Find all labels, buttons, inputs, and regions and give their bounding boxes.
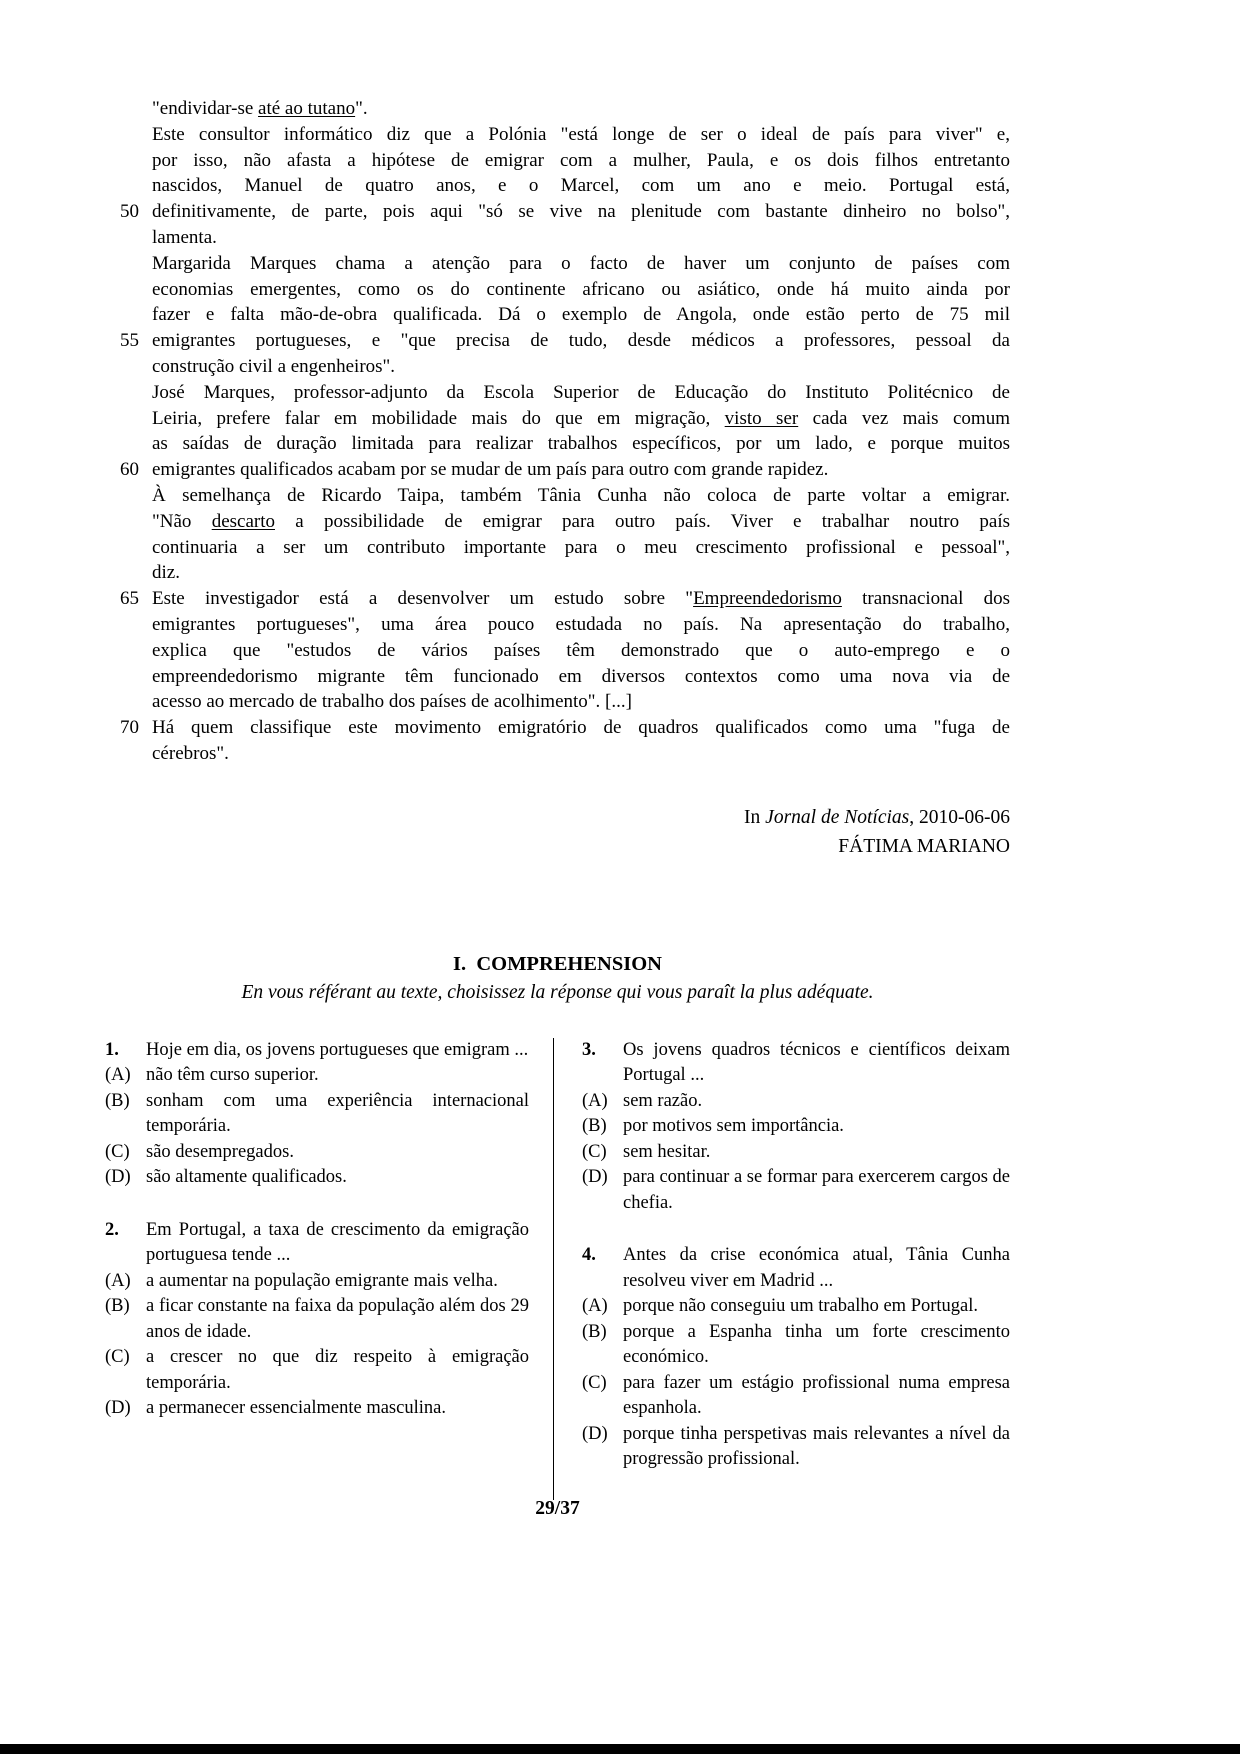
option-text: não têm curso superior. — [146, 1065, 319, 1086]
question — [105, 1218, 529, 1422]
question-stem-text: Os jovens quadros técnicos e científicos deixam Portugal ... — [623, 1039, 1010, 1086]
answer-option — [105, 1140, 529, 1166]
answer-option — [105, 1269, 529, 1295]
line-text — [152, 457, 1010, 483]
option-text: são desempregados. — [146, 1141, 294, 1162]
line-text — [152, 328, 1010, 354]
line-text — [152, 586, 1010, 612]
answer-option — [105, 1396, 529, 1422]
passage-line — [105, 638, 1010, 664]
text-segment: continuaria a ser um contributo importante para o meu crescimento profissional e pessoal", — [152, 536, 1010, 558]
line-text — [152, 664, 1010, 690]
attribution-author: FÁTIMA MARIANO — [838, 835, 1010, 857]
passage-line — [105, 612, 1010, 638]
passage-line — [105, 586, 1010, 612]
questions-area — [105, 1038, 1010, 1500]
reading-passage — [105, 96, 1010, 767]
option-label: (A) — [582, 1090, 608, 1111]
passage-line — [105, 380, 1010, 406]
passage-line — [105, 560, 1010, 586]
underlined-text: visto ser — [724, 407, 799, 429]
passage-line — [105, 122, 1010, 148]
option-text: a crescer no que diz respeito à emigração temporária. — [146, 1347, 529, 1393]
attribution-source-line — [105, 803, 1010, 832]
line-text — [152, 612, 1010, 638]
line-text — [152, 302, 1010, 328]
passage-line — [105, 277, 1010, 303]
passage-line — [105, 225, 1010, 251]
option-text: a permanecer essencialmente masculina. — [146, 1398, 446, 1419]
question-stem-text: Antes da crise económica atual, Tânia Cunha resolveu viver em Madrid ... — [623, 1245, 1010, 1291]
option-label: (D) — [105, 1398, 131, 1419]
line-number: 65 — [120, 588, 139, 610]
text-segment: "Não — [152, 510, 212, 532]
line-text — [152, 225, 1010, 251]
passage-line — [105, 148, 1010, 174]
questions-right-column — [553, 1038, 1010, 1500]
option-label: (D) — [582, 1423, 608, 1444]
question — [105, 1038, 529, 1191]
question — [582, 1243, 1010, 1473]
option-label: (B) — [582, 1321, 607, 1342]
question-stem — [105, 1218, 529, 1269]
answer-option — [582, 1140, 1010, 1166]
option-label: (D) — [582, 1167, 608, 1188]
answer-option — [582, 1422, 1010, 1473]
line-text — [152, 509, 1010, 535]
section-title: I. COMPREHENSION — [452, 952, 662, 975]
question-number: 4. — [582, 1245, 596, 1266]
passage-line — [105, 302, 1010, 328]
option-label: (A) — [582, 1296, 608, 1317]
passage-line — [105, 483, 1010, 509]
answer-option — [582, 1294, 1010, 1320]
line-text — [152, 251, 1010, 277]
text-segment: À semelhança de Ricardo Taipa, também Tânia Cunha não coloca de parte voltar a emigrar. — [152, 484, 1010, 506]
answer-option — [582, 1114, 1010, 1140]
scan-artifact-bar — [0, 1744, 1240, 1754]
text-segment: economias emergentes, como os do continente africano ou asiático, onde há muito ainda por — [152, 278, 1010, 300]
option-text: porque tinha perspetivas mais relevantes a nível da progressão profissional. — [623, 1423, 1010, 1470]
section-instruction: En vous référant au texte, choisissez la réponse qui vous paraît la plus adéquate. — [241, 981, 874, 1003]
passage-line — [105, 431, 1010, 457]
text-segment: a possibilidade de emigrar para outro país. Viver e trabalhar noutro país — [275, 510, 1010, 532]
text-segment: Este consultor informático diz que a Polónia "está longe de ser o ideal de país para viver" e, — [152, 123, 1010, 145]
line-text — [152, 173, 1010, 199]
option-text: sem hesitar. — [623, 1141, 711, 1162]
line-text — [152, 535, 1010, 561]
attribution — [105, 803, 1010, 861]
line-text — [152, 560, 1010, 586]
question-number: 3. — [582, 1039, 596, 1060]
passage-line — [105, 457, 1010, 483]
passage-line — [105, 535, 1010, 561]
question-stem — [582, 1038, 1010, 1089]
line-text — [152, 354, 1010, 380]
line-text — [152, 406, 1010, 432]
question-stem-text: Em Portugal, a taxa de crescimento da emigração portuguesa tende ... — [146, 1219, 529, 1266]
answer-option — [105, 1063, 529, 1089]
line-text — [152, 148, 1010, 174]
underlined-text: descarto — [211, 510, 275, 532]
text-segment: Há quem classifique este movimento emigratório de quadros qualificados como uma "fuga de — [152, 717, 1010, 739]
text-segment: Margarida Marques chama a atenção para o facto de haver um conjunto de países com — [152, 252, 1010, 274]
passage-line — [105, 715, 1010, 741]
line-number: 50 — [120, 201, 139, 223]
line-text — [152, 638, 1010, 664]
option-text: porque não conseguiu um trabalho em Portugal. — [623, 1296, 979, 1317]
passage-line — [105, 199, 1010, 225]
text-segment: emigrantes portugueses, e "que precisa de tudo, desde médicos a professores, pessoal da — [152, 330, 1010, 352]
passage-line — [105, 328, 1010, 354]
text-segment: transnacional dos — [841, 588, 1011, 610]
option-label: (A) — [105, 1065, 131, 1086]
line-text — [152, 380, 1010, 406]
option-label: (C) — [105, 1347, 130, 1368]
line-text — [152, 483, 1010, 509]
text-segment: definitivamente, de parte, pois aqui "só se vive na plenitude com bastante dinheiro no bolso", — [152, 201, 1010, 223]
question — [582, 1038, 1010, 1217]
text-segment: cada vez mais comum — [798, 407, 1010, 429]
text-segment: emigrantes qualificados acabam por se mudar de um país para outro com grande rapidez. — [152, 459, 829, 481]
option-label: (B) — [582, 1116, 607, 1137]
text-segment: empreendedorismo migrante têm funcionado em diversos contextos como uma nova via de — [152, 665, 1010, 687]
text-segment: nascidos, Manuel de quatro anos, e o Marcel, com um ano e meio. Portugal está, — [152, 175, 1010, 197]
passage-line — [105, 96, 1010, 122]
underlined-text: Empreendedorismo — [693, 588, 842, 610]
text-segment: Leiria, prefere falar em mobilidade mais do que em migração, — [152, 407, 725, 429]
line-text — [152, 431, 1010, 457]
answer-option — [105, 1345, 529, 1396]
text-segment: explica que "estudos de vários países têm demonstrado que o auto-emprego e o — [152, 639, 1010, 661]
text-segment: fazer e falta mão-de-obra qualificada. Dá o exemplo de Angola, onde estão perto de 75 mil — [152, 304, 1010, 326]
passage-line — [105, 406, 1010, 432]
option-label: (D) — [105, 1167, 131, 1188]
line-text — [152, 277, 1010, 303]
line-text — [152, 199, 1010, 225]
attribution-source: Jornal de Notícias — [765, 806, 910, 828]
line-text — [152, 741, 1010, 767]
option-text: sem razão. — [623, 1090, 703, 1111]
text-segment: as saídas de duração limitada para realizar trabalhos específicos, por um lado, e porque muitos — [152, 433, 1010, 455]
page-number: 29/37 — [535, 1498, 580, 1519]
question-number: 1. — [105, 1039, 119, 1060]
text-segment: por isso, não afasta a hipótese de emigrar com a mulher, Paula, e os dois filhos entretanto — [152, 149, 1010, 171]
option-label: (C) — [582, 1372, 607, 1393]
text-segment: emigrantes portugueses", uma área pouco estudada no país. Na apresentação do trabalho, — [152, 613, 1010, 635]
answer-option — [105, 1165, 529, 1191]
option-text: porque a Espanha tinha um forte crescimento económico. — [623, 1321, 1010, 1368]
passage-line — [105, 354, 1010, 380]
text-segment: diz. — [152, 562, 180, 584]
line-text — [152, 96, 1010, 122]
text-segment: construção civil a engenheiros". — [152, 355, 396, 377]
text-segment: lamenta. — [152, 226, 217, 248]
passage-line — [105, 741, 1010, 767]
underlined-text: até ao tutano — [258, 98, 356, 119]
question-number: 2. — [105, 1219, 119, 1240]
option-label: (C) — [105, 1141, 130, 1162]
answer-option — [582, 1089, 1010, 1115]
passage-line — [105, 509, 1010, 535]
attribution-prefix: In — [744, 806, 766, 828]
question-stem — [105, 1038, 529, 1064]
option-label: (A) — [105, 1270, 131, 1291]
passage-line — [105, 251, 1010, 277]
text-segment: ". — [355, 98, 368, 119]
option-text: sonham com uma experiência internacional temporária. — [146, 1090, 529, 1137]
option-label: (B) — [105, 1296, 130, 1317]
option-text: para fazer um estágio profissional numa empresa espanhola. — [623, 1372, 1010, 1419]
option-text: por motivos sem importância. — [623, 1116, 844, 1137]
answer-option — [582, 1165, 1010, 1216]
line-number: 55 — [120, 330, 139, 352]
text-segment: cérebros". — [152, 742, 229, 764]
passage-line — [105, 689, 1010, 715]
text-segment: acesso ao mercado de trabalho dos países de acolhimento". [...] — [152, 691, 632, 713]
page-content — [105, 96, 1010, 1500]
passage-line — [105, 173, 1010, 199]
line-number: 60 — [120, 459, 139, 481]
option-text: para continuar a se formar para exercerem cargos de chefia. — [623, 1167, 1010, 1213]
line-text — [152, 715, 1010, 741]
line-number: 70 — [120, 717, 139, 739]
option-text: a ficar constante na faixa da população além dos 29 anos de idade. — [146, 1296, 529, 1342]
text-segment: "endividar-se — [152, 98, 259, 119]
attribution-date: , 2010-06-06 — [909, 806, 1010, 828]
answer-option — [105, 1089, 529, 1140]
option-text: a aumentar na população emigrante mais velha. — [146, 1270, 498, 1291]
passage-line — [105, 664, 1010, 690]
line-text — [152, 122, 1010, 148]
answer-option — [582, 1371, 1010, 1422]
text-segment: José Marques, professor-adjunto da Escola Superior de Educação do Instituto Politécnico de — [152, 381, 1010, 403]
line-text — [152, 689, 1010, 715]
option-label: (C) — [582, 1141, 607, 1162]
answer-option — [105, 1294, 529, 1345]
text-segment: Este investigador está a desenvolver um estudo sobre " — [152, 588, 694, 610]
questions-left-column — [105, 1038, 553, 1500]
question-stem — [582, 1243, 1010, 1294]
answer-option — [582, 1320, 1010, 1371]
option-label: (B) — [105, 1090, 130, 1111]
question-stem-text: Hoje em dia, os jovens portugueses que emigram ... — [146, 1039, 529, 1060]
option-text: são altamente qualificados. — [146, 1167, 347, 1188]
